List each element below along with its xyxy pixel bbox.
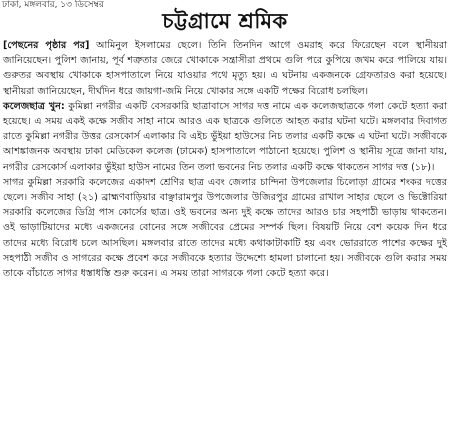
paragraph-2-text: কুমিল্লা নগরীর একটি বেসরকারি ছাত্রাবাসে সাগর দত্ত নামে এক কলেজছাত্রকে গলা কেটে হত্যা করা হয়েছে। এ সময় একই কক্ষে সজীব সাহা নামে আরও এক ছাত্রকে গুলিতে আহত করার ঘটনা ঘটে। মঙ্গলবার দিবাগত রাতে কুমিল্লা নগরীর উত্তর রেসকোর্স এলাকার বি এইচ ভুঁইয়া হাউসের নিচ তলার একটি কক্ষে এ ঘটনা ঘটে। সজীবকে আশঙ্কাজনক অবস্থায় ঢাকা মেডিকেল কলেজ (ঢামেক) হাসপাতালে পাঠানো হয়েছে। পুলিশ ও স্থানীয় সূত্রে জানা যায়, নগরীর রেসকোর্স এলাকার ভুঁইয়া হাউস নামের তিন তলা ভবনের নিচ তলার একটি কক্ষে থাকতেন সাগর দত্ত (১৮)।: [3, 100, 447, 173]
headline: চট্টগ্রামে শ্রমিক: [162, 9, 288, 33]
paragraph-1-text: আমিনুল ইসলামের ছেলে। তিনি তিনদিন আগে ওমরাহ করে ফিরেছেন বলে স্থানীয়রা জানিয়েছেন। পুলিশ জানায়, পূর্ব শত্রুতার জেরে খোকাকে সন্ত্রাসীরা প্রথমে গুলি পরে কুপিয়ে জখম করে পালিয়ে যায়। গুরুতর অবস্থায় খোকাকে হাসপাতালে নিয়ে যাওয়ার পথে মৃত্যু হয়। এ ঘটনায় একজনকে গ্রেফতারও করা হয়েছে। স্থানীয়রা জানিয়েছেন, দীর্ঘদিন ধরে জায়গা-জমি নিয়ে খোকার সঙ্গে একটি পক্ষের বিরোধ চলছিল।: [3, 40, 447, 97]
paragraph-1: [3, 38, 447, 99]
paragraph-2: [3, 99, 447, 175]
continuation-tag: [পেছনের পৃষ্ঠার পর]: [3, 40, 90, 51]
subheading: কলেজছাত্র খুন:: [3, 100, 65, 112]
paragraph-3: সাগর কুমিল্লা সরকারি কলেজের একাদশ শ্রেণির ছাত্র এবং জেলার চান্দিনা উপজেলার চিলোড়া গ্রামের শংকর দত্তের ছেলে। সজীব সাহা (২১) ব্রাহ্মণবাড়িয়ার বাঞ্ছারামপুর উপজেলার উজিরপুর গ্রামের রাখাল সাহার ছেলে ও ভিক্টোরিয়া সরকারি কলেজের ডিগ্রি পাস কোর্সের ছাত্র। ওই ভবনের অন্য দুই কক্ষে তাদের আরও চার সহপাঠী ভাড়ায় থাকতেন। ওই ভাড়াটিয়াদের মধ্যে একজনের বোনের সঙ্গে সজীবের প্রেমের সম্পর্ক ছিল। বিষয়টি নিয়ে বেশ কয়েক দিন ধরে তাদের মধ্যে বিরোধ চলে আসছিল। মঙ্গলবার রাতে তাদের মধ্যে কথাকাটাকাটি হয় এবং ভোররাতে পাশের কক্ষের দুই সহপাঠী সজীব ও সাগরের কক্ষে প্রবেশ করে সজীবকে হত্যার উদ্দেশ্যে হামলা চালানো হয়। সজীবকে গুলি করার সময় তাকে বাঁচাতে সাগর ধস্তাধস্তি শুরু করেন। এ সময় তারা সাগরকে গলা কেটে হত্যা করে।: [3, 176, 447, 280]
masthead-strip: ঢাকা, মঙ্গলবার, ১৩ ডিসেম্বর: [2, 0, 104, 10]
article-body: [3, 38, 447, 281]
